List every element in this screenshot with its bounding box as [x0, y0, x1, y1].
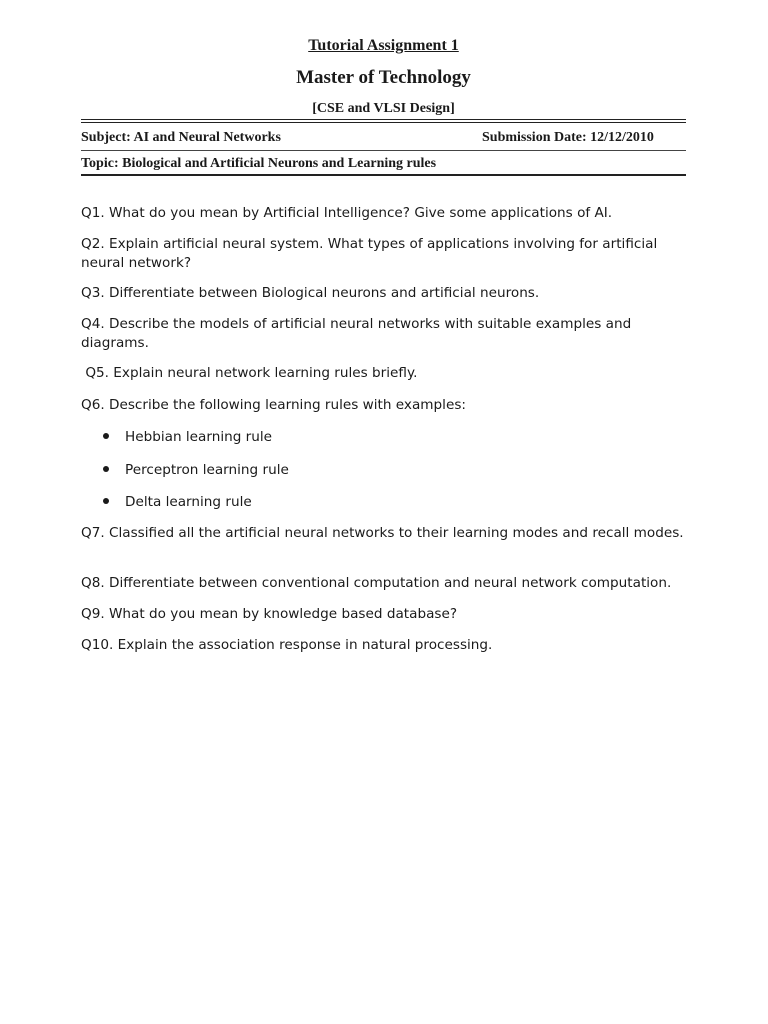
department-heading: [CSE and VLSI Design]: [312, 101, 455, 116]
question-4: Q4. Describe the models of artificial neural networks with suitable examples and diagrams.: [81, 316, 632, 351]
question-2: Q2. Explain artificial neural system. What types of applications involving for artificial neural network?: [81, 236, 658, 271]
subject-divider: [81, 150, 686, 151]
list-item: [103, 493, 252, 512]
bullet-icon: [103, 433, 109, 439]
question-6: Q6. Describe the following learning rules with examples:: [81, 397, 466, 413]
question-1: Q1. What do you mean by Artificial Intelligence? Give some applications of AI.: [81, 205, 613, 221]
subject-label: Subject: AI and Neural Networks: [81, 130, 281, 145]
bullet-icon: [103, 498, 109, 504]
list-item: [103, 428, 272, 447]
topic-divider: [81, 174, 686, 176]
question-3: Q3. Differentiate between Biological neurons and artificial neurons.: [81, 285, 540, 301]
list-item-label: Hebbian learning rule: [125, 429, 273, 445]
question-10: Q10. Explain the association response in natural processing.: [81, 637, 493, 653]
header-divider: [81, 119, 686, 123]
list-item: [103, 461, 289, 480]
question-5: Q5. Explain neural network learning rules briefly.: [81, 365, 418, 381]
topic-label: Topic: Biological and Artificial Neurons and Learning rules: [81, 156, 437, 171]
bullet-icon: [103, 466, 109, 472]
question-7: Q7. Classified all the artificial neural networks to their learning modes and recall modes.: [81, 525, 684, 541]
question-9: Q9. What do you mean by knowledge based database?: [81, 606, 458, 622]
list-item-label: Delta learning rule: [125, 494, 252, 510]
degree-heading: Master of Technology: [296, 67, 471, 88]
submission-date: Submission Date: 12/12/2010: [482, 130, 654, 145]
document-title: Tutorial Assignment 1: [308, 37, 459, 54]
subject-row: [81, 130, 686, 146]
list-item-label: Perceptron learning rule: [125, 462, 289, 478]
question-8: Q8. Differentiate between conventional computation and neural network computation.: [81, 575, 672, 591]
